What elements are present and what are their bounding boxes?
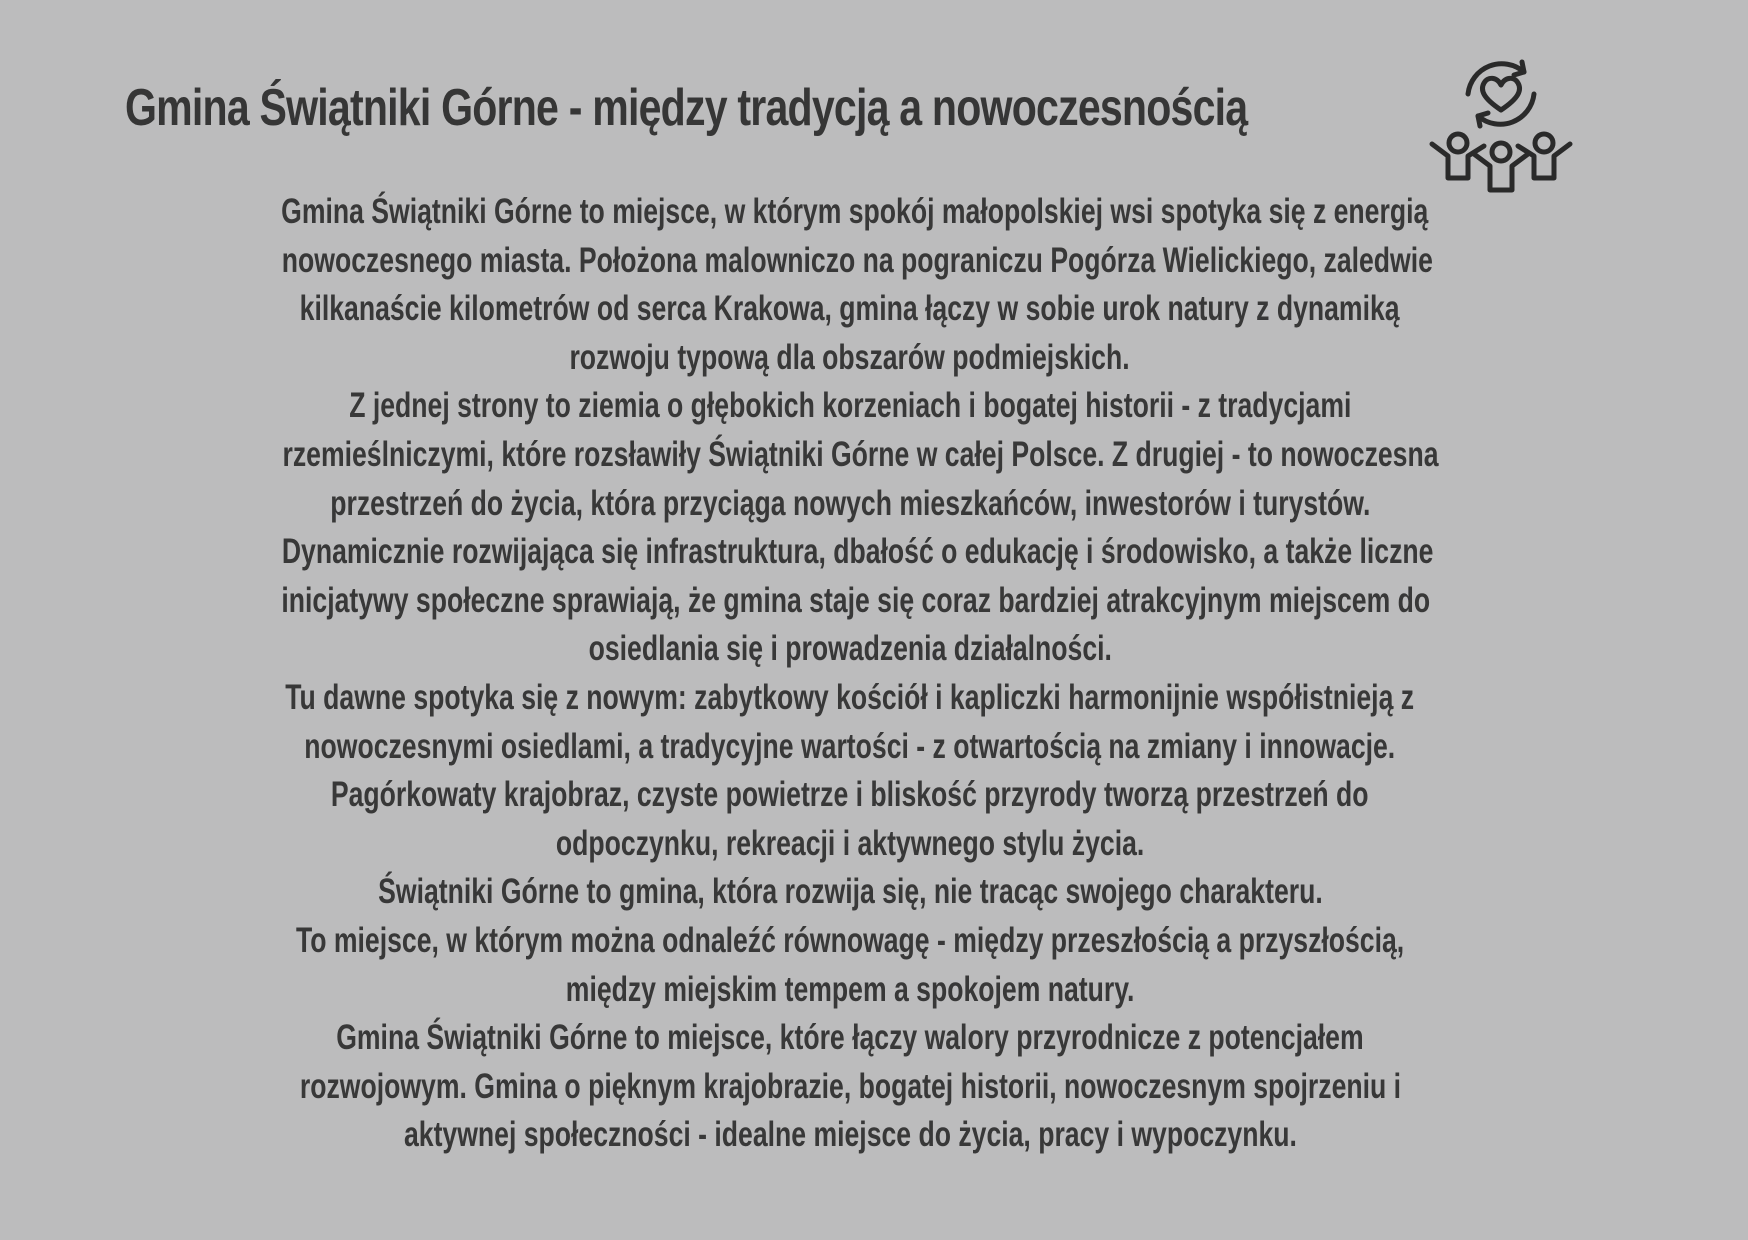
text-line: To miejsce, w którym można odnaleźć równowagę - między przeszłością a przyszłością, [295, 920, 1405, 960]
text-line: Pagórkowaty krajobraz, czyste powietrze i bliskość przyrody tworzą przestrzeń do [331, 775, 1369, 815]
page-title: Gmina Świątniki Górne - między tradycją a nowoczesnością [125, 79, 1248, 137]
text-line: Tu dawne spotyka się z nowym: zabytkowy kościół i kapliczki harmonijnie współistnieją z [285, 677, 1415, 717]
text-line: Gmina Świątniki Górne to miejsce, w którym spokój małopolskiej wsi spotyka się z energią [281, 192, 1429, 231]
text-line: kilkanaście kilometrów od serca Krakowa, gmina łączy w sobie urok natury z dynamiką [300, 289, 1400, 329]
text-line: Gmina Świątniki Górne to miejsce, które łączy walory przyrodnicze z potencjałem [336, 1018, 1364, 1058]
text-line: między miejskim tempem a spokojem natury. [565, 969, 1135, 1009]
text-line: inicjatywy społeczne sprawiają, że gmina staje się coraz bardziej atrakcyjnym miejscem do [281, 580, 1431, 620]
text-line: nowoczesnego miasta. Położona malowniczo na pograniczu Pogórza Wielickiego, zaledwie [281, 240, 1433, 280]
text-line: Z jednej strony to ziemia o głębokich korzeniach i bogatej historii - z tradycjami [348, 386, 1352, 426]
text-line: osiedlania się i prowadzenia działalności. [588, 629, 1112, 669]
text-line: aktywnej społeczności - idealne miejsce do życia, pracy i wypoczynku. [403, 1115, 1297, 1155]
text-line: nowoczesnymi osiedlami, a tradycyjne wartości - z otwartością na zmiany i innowacje. [304, 726, 1396, 766]
text-line: rzemieślniczymi, które rozsławiły Świątniki Górne w całej Polsce. Z drugiej - to nowoczesna [282, 434, 1439, 474]
text-line: Dynamicznie rozwijająca się infrastruktura, dbałość o edukację i środowisko, a także liczne [281, 532, 1434, 572]
text-line: przestrzeń do życia, która przyciąga nowych mieszkańców, inwestorów i turystów. [329, 483, 1371, 523]
body-text [100, 188, 1600, 1160]
text-line: Świątniki Górne to gmina, która rozwija się, nie tracąc swojego charakteru. [377, 872, 1323, 912]
text-line: odpoczynku, rekreacji i aktywnego stylu życia. [555, 823, 1145, 863]
text-line: rozwoju typową dla obszarów podmiejskich. [569, 337, 1131, 377]
heart-community-icon [1428, 50, 1574, 198]
text-line: rozwojowym. Gmina o pięknym krajobrazie, bogatej historii, nowoczesnym spojrzeniu i [299, 1066, 1401, 1106]
